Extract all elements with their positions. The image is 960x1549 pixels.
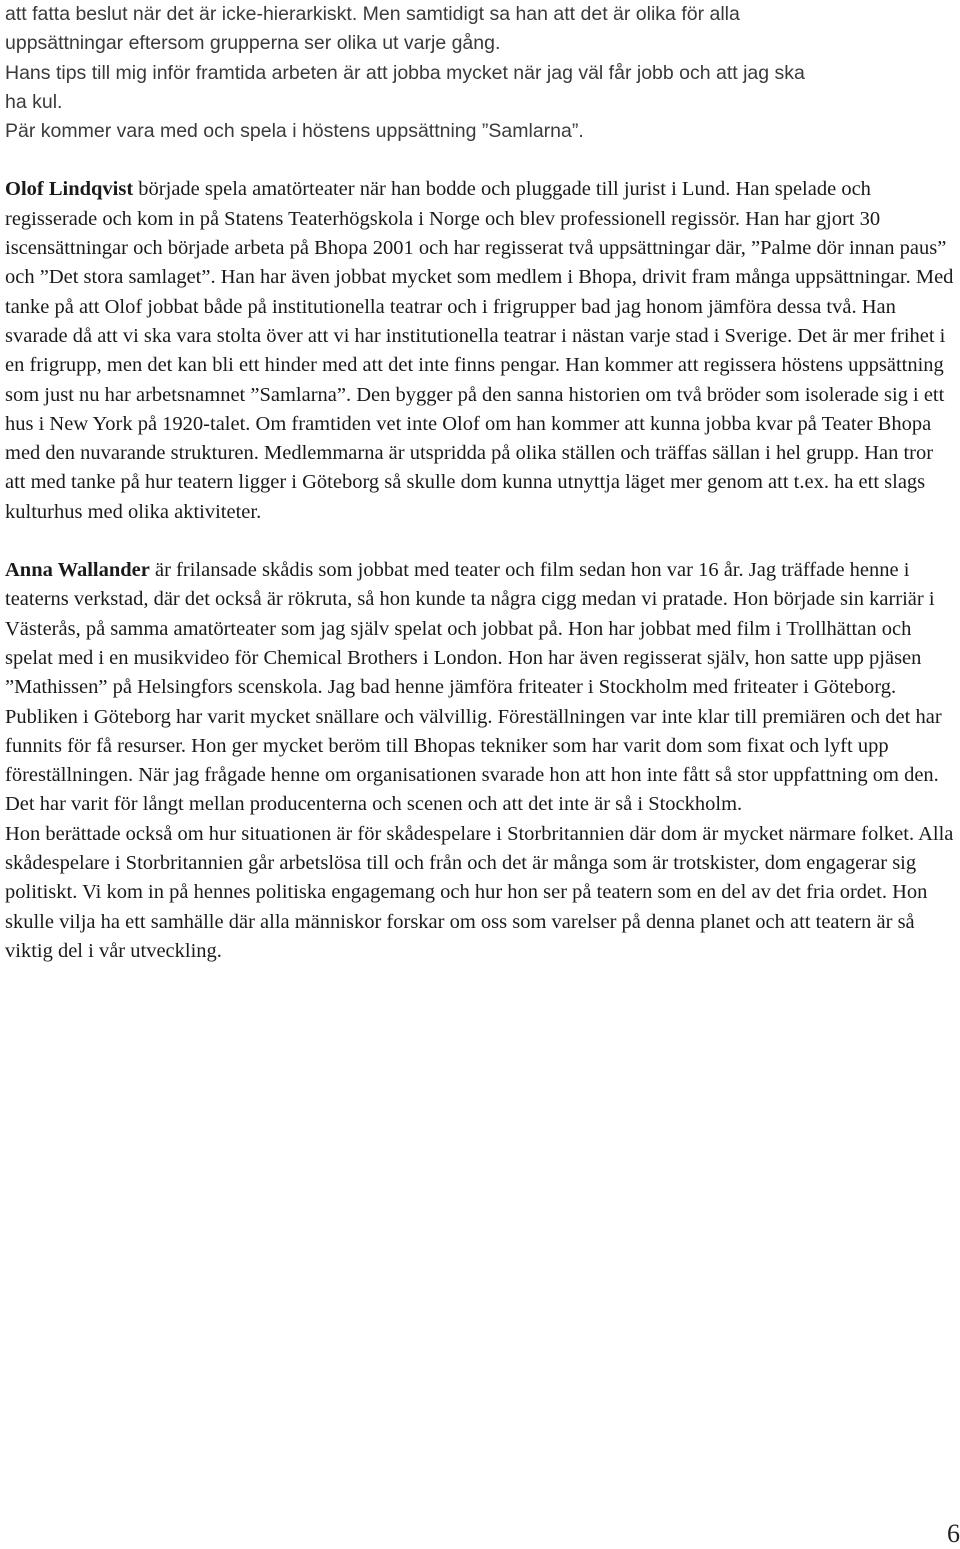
anna-text: är frilansade skådis som jobbat med teater och film sedan hon var 16 år. Jag träffade henne i teaterns verkstad, där det också är rökruta, så hon kunde ta några cigg medan vi pratade. Hon började sin karriär i Västerås, på samma amatörteater som jag själv spelat och jobbat på. Hon har jobbat med film i Trollhättan och spelat med i en musikvideo för Chemical Brothers i London. Hon har även regisserat själv, hon satte upp pjäsen ”Mathissen” på Helsingfors scenskola. Jag bad henne jämföra friteater i Stockholm med friteater i Göteborg. Publiken i Göteborg har varit mycket snällare och välvillig. Föreställningen var inte klar till premiären och det har funnits för få resurser. Hon ger mycket beröm till Bhopas tekniker som har varit dom som fixat och lyft upp föreställningen. När jag frågade henne om organisationen svarade hon att hon inte fått så stor uppfattning om den. Det har varit för långt mellan producenterna och scenen och att det inte är så i Stockholm. xyxy=(5,559,942,816)
text-line: ha kul. xyxy=(5,90,63,113)
text-line: att fatta beslut när det är icke-hierarkiskt. Men samtidigt sa han att det är olika för alla xyxy=(5,3,740,25)
document-page xyxy=(5,0,957,966)
page-number: 6 xyxy=(947,1519,960,1548)
anna-name: Anna Wallander xyxy=(5,559,150,582)
text-line: Pär kommer vara med och spela i höstens uppsättning ”Samlarna”. xyxy=(5,120,584,143)
anna-paragraph xyxy=(5,556,957,820)
text-line: Hans tips till mig inför framtida arbeten är att jobba mycket när jag väl får jobb och att jag ska xyxy=(5,61,805,84)
text-line: uppsättningar eftersom grupperna ser olika ut varje gång. xyxy=(5,32,501,55)
olof-paragraph xyxy=(5,175,957,527)
olof-text: började spela amatörteater när han bodde och pluggade till jurist i Lund. Han spelade och regisserade och kom in på Statens Teaterhögskola i Norge och blev professionell regissör. Han har gjort 30 iscensättningar och började arbeta på Bhopa 2001 och har regisserat två uppsättningar där, ”Palme dör innan paus” och ”Det stora samlaget”. Han har även jobbat mycket som medlem i Bhopa, drivit fram många uppsättningar. Med tanke på att Olof jobbat både på institutionella teatrar och i frigrupper bad jag honom jämföra dessa två. Han svarade då att vi ska vara stolta över att vi har institutionella teatrar i nästan varje stad i Sverige. Det är mer frihet i en frigrupp, men det kan bli ett hinder med att det inte finns pengar. Han kommer att regissera höstens uppsättning som just nu har arbetsnamnet ”Samlarna”. Den bygger på den sanna historien om två bröder som isolerade sig i ett hus i New York på 1920-talet. Om framtiden vet inte Olof om han kommer att kunna jobba kvar på Teater Bhopa med den nuvarande strukturen. Medlemmarna är utspridda på olika ställen och träffas sällan i hel grupp. Han tror att med tanke på hur teatern ligger i Göteborg så skulle dom kunna utnyttja läget mer genom att t.ex. ha ett slags kulturhus med olika aktiviteter. xyxy=(5,178,954,523)
olof-name: Olof Lindqvist xyxy=(5,178,134,201)
intro-paragraph xyxy=(5,0,957,146)
anna-paragraph-2: Hon berättade också om hur situationen är för skådespelare i Storbritannien där dom är mycket närmare folket. Alla skådespelare i Storbritannien går arbetslösa till och från och det är många som är trotskister, dom engagerar sig politiskt. Vi kom in på hennes politiska engagemang och hur hon ser på teatern som en del av det fria ordet. Hon skulle vilja ha ett samhälle där alla människor forskar om oss som varelser på denna planet och att teatern är så viktig del i vår utveckling. xyxy=(5,822,954,962)
